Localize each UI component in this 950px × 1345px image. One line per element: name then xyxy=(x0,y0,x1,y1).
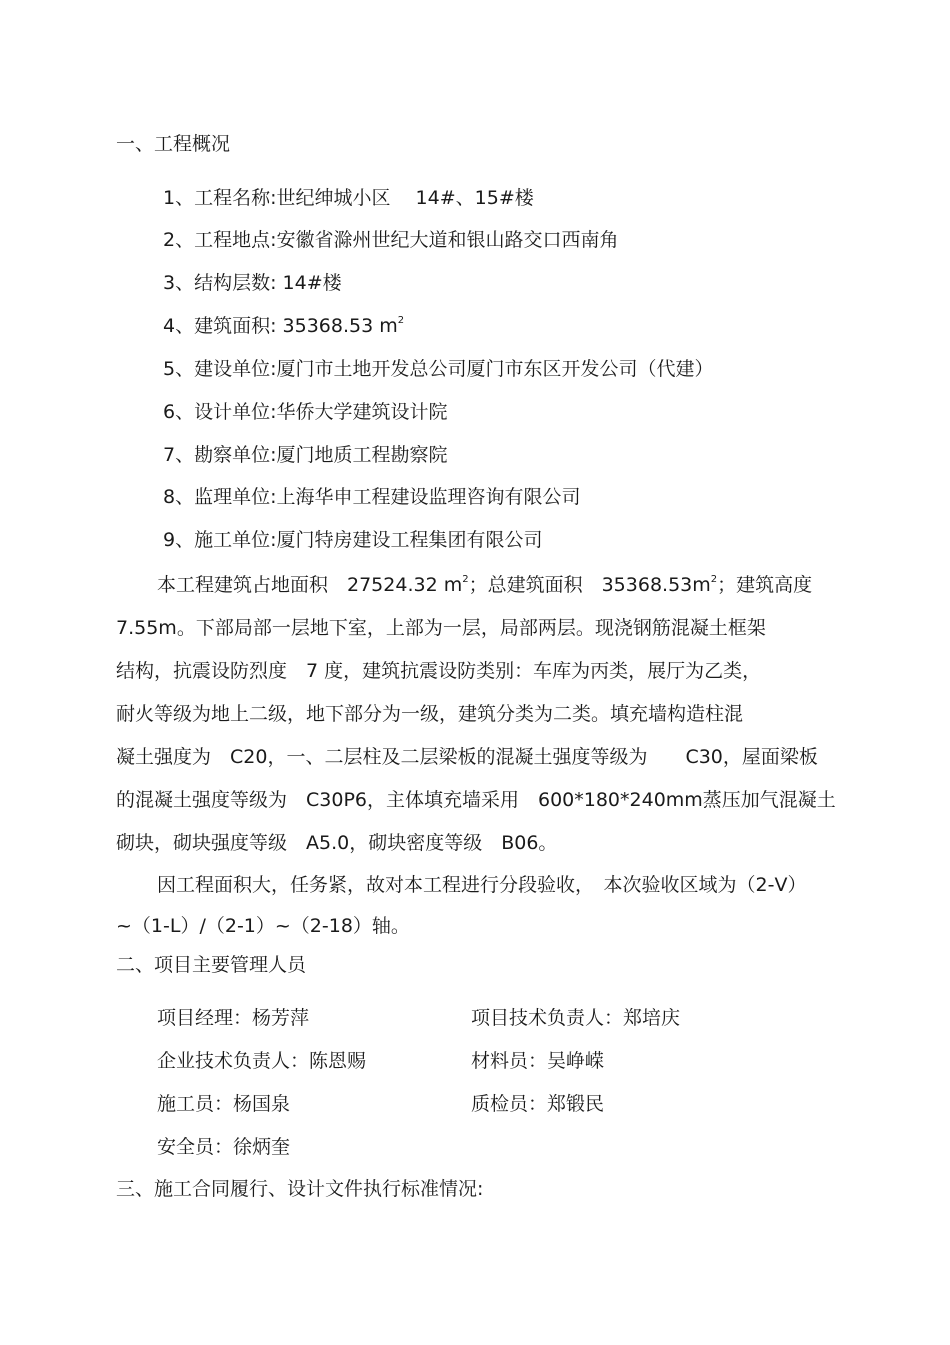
scope-line: ~（1-L）/（2-1）~（2-18）轴。 xyxy=(116,915,410,937)
item-label: 1、工程名称: xyxy=(163,187,277,209)
item-label: 2、工程地点: xyxy=(163,229,277,251)
staff-safety-officer: 安全员：徐炳奎 xyxy=(157,1136,291,1158)
staff-quality-inspector: 质检员：郑锻民 xyxy=(471,1093,605,1115)
item-value: 厦门地质工程勘察院 xyxy=(276,444,448,466)
item-value: 14#楼 xyxy=(276,272,342,294)
item-label: 8、监理单位: xyxy=(163,486,277,508)
staff-technical-lead: 项目技术负责人：郑培庆 xyxy=(471,1007,681,1029)
item-label: 6、设计单位: xyxy=(163,401,277,423)
item-label: 5、建设单位: xyxy=(163,358,277,380)
section-heading-staff: 二、项目主要管理人员 xyxy=(116,954,307,976)
item-value: 上海华申工程建设监理咨询有限公司 xyxy=(276,486,581,508)
item-label: 4、建筑面积: xyxy=(163,315,277,337)
item-value: 厦门市土地开发总公司厦门市东区开发公司（代建） xyxy=(276,358,714,380)
item-label: 3、结构层数: xyxy=(163,272,277,294)
staff-corporate-technical-lead: 企业技术负责人：陈恩赐 xyxy=(157,1050,367,1072)
staff-project-manager: 项目经理：杨芳萍 xyxy=(157,1007,310,1029)
scope-line: 因工程面积大，任务紧，故对本工程进行分段验收， 本次验收区域为（2-V） xyxy=(157,874,807,896)
superscript: 2 xyxy=(710,574,718,585)
superscript: 2 xyxy=(462,574,469,585)
info-item-area xyxy=(163,314,404,338)
staff-construction-worker: 施工员：杨国泉 xyxy=(157,1093,291,1115)
info-item-owner xyxy=(163,357,714,381)
item-value: 35368.53 m xyxy=(276,315,398,337)
item-value: 世纪绅城小区 14#、15#楼 xyxy=(276,187,534,209)
item-label: 7、勘察单位: xyxy=(163,444,277,466)
item-label: 9、施工单位: xyxy=(163,529,277,551)
item-value: 安徽省滁州世纪大道和银山路交口西南角 xyxy=(276,229,619,251)
text: ；建筑高度 xyxy=(717,574,813,596)
description-line: 7.55m。下部局部一层地下室，上部为一层，局部两层。现浇钢筋混凝土框架 xyxy=(116,617,766,639)
section-heading-overview: 一、工程概况 xyxy=(116,133,231,155)
info-item-surveyor xyxy=(163,443,448,467)
description-line: 的混凝土强度等级为 C30P6，主体填充墙采用 600*180*240mm蒸压加气混凝土 xyxy=(116,789,836,811)
item-value: 厦门特房建设工程集团有限公司 xyxy=(276,529,543,551)
description-line: 凝土强度为 C20，一、二层柱及二层梁板的混凝土强度等级为 C30，屋面梁板 xyxy=(116,746,818,768)
superscript: 2 xyxy=(397,315,405,326)
text: ；总建筑面积 35368.53m xyxy=(468,574,711,596)
info-item-supervisor xyxy=(163,485,581,509)
description-line: 耐火等级为地上二级，地下部分为一级，建筑分类为二类。填充墙构造柱混 xyxy=(116,703,744,725)
item-value: 华侨大学建筑设计院 xyxy=(276,401,448,423)
info-item-project-name xyxy=(163,186,534,210)
text: 本工程建筑占地面积 27524.32 m xyxy=(157,574,463,596)
info-item-designer xyxy=(163,400,448,424)
info-item-location xyxy=(163,228,619,252)
staff-material-officer: 材料员：吴峥嵘 xyxy=(471,1050,605,1072)
info-item-contractor xyxy=(163,528,543,552)
description-line: 结构，抗震设防烈度 7 度，建筑抗震设防类别：车库为丙类，展厅为乙类， xyxy=(116,660,762,682)
description-line xyxy=(157,573,812,597)
section-heading-contract: 三、施工合同履行、设计文件执行标准情况: xyxy=(116,1178,484,1200)
description-line: 砌块，砌块强度等级 A5.0，砌块密度等级 B06。 xyxy=(116,832,558,854)
info-item-floors xyxy=(163,271,342,295)
